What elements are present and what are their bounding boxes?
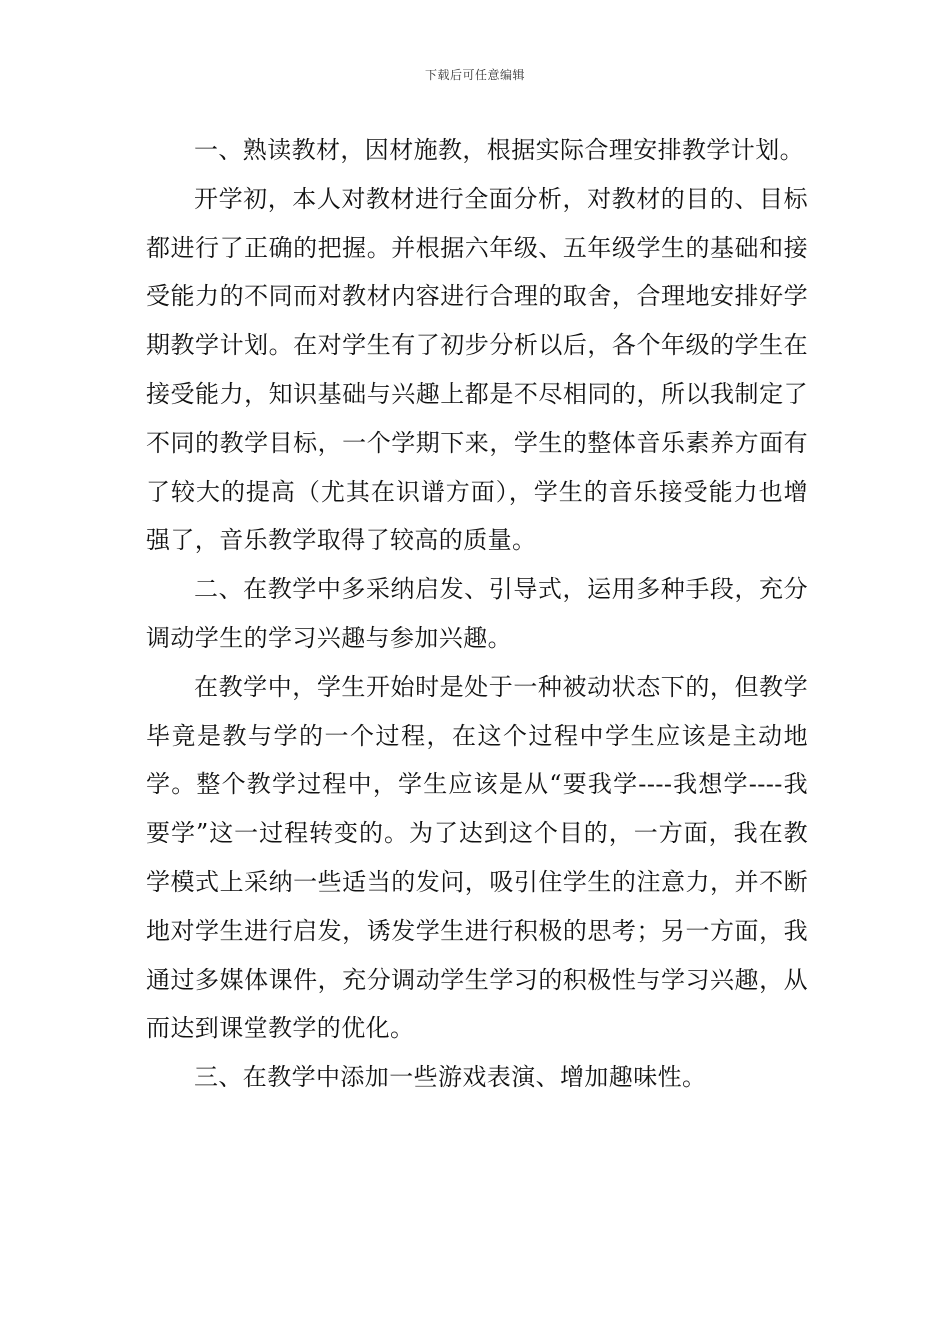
paragraph-2: 开学初，本人对教材进行全面分析，对教材的目的、目标都进行了正确的把握。并根据六年级、五年级学生的基础和接受能力的不同而对教材内容进行合理的取舍，合理地安排好学期教学计划。在对学生有了初步分析以后，各个年级的学生在接受能力，知识基础与兴趣上都是不尽相同的，所以我制定了不同的教学目标，一个学期下来，学生的整体音乐素养方面有了较大的提高（尤其在识谱方面），学生的音乐接受能力也增强了，音乐教学取得了较高的质量。 (146, 184, 808, 555)
paragraph-5: 三、在教学中添加一些游戏表演、增加趣味性。 (194, 1063, 707, 1092)
paragraph-1: 一、熟读教材，因材施教，根据实际合理安排教学计划。 (194, 136, 804, 164)
document-body (146, 126, 808, 1102)
page-header: 下载后可任意编辑 (424, 68, 525, 82)
paragraph-3: 二、在教学中多采纳启发、引导式，运用多种手段，充分调动学生的学习兴趣与参加兴趣。 (146, 575, 808, 652)
paragraph-4: 在教学中，学生开始时是处于一种被动状态下的，但教学毕竟是教与学的一个过程，在这个过程中学生应该是主动地学。整个教学过程中，学生应该是从“要我学----我想学----我要学”这一过程转变的。为了达到这个目的，一方面，我在教学模式上采纳一些适当的发问，吸引住学生的注意力，并不断地对学生进行启发，诱发学生进行积极的思考；另一方面，我通过多媒体课件，充分调动学生学习的积极性与学习兴趣，从而达到课堂教学的优化。 (146, 672, 808, 1043)
